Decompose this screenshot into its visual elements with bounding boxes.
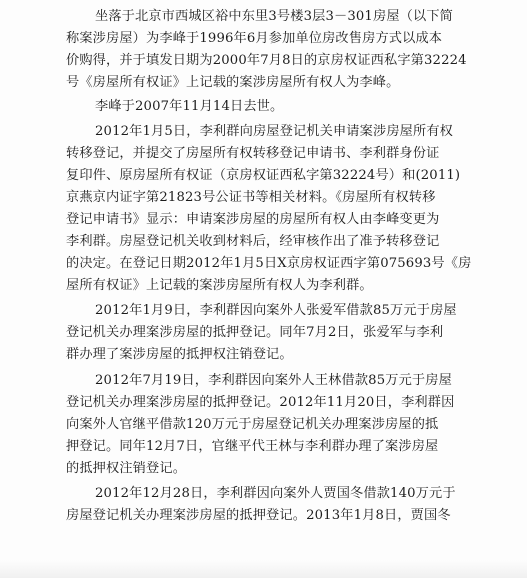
text-line: 向案外人官继平借款120万元于房屋登记机关办理案涉房屋的抵: [66, 417, 439, 432]
text-line: 群办理了案涉房屋的抵押权注销登记。: [66, 347, 293, 362]
text-line: 2012年7月19日，李利群因向案外人王林借款85万元于房屋: [95, 373, 452, 388]
text-line: 登记申请书》显示：申请案涉房屋的房屋所有权人由李峰变更为: [66, 212, 440, 227]
text-line: 登记机关办理案涉房屋的抵押登记。同年7月2日，张爱军与李利: [66, 325, 444, 340]
text-line: 屋所有权证》上记载的案涉房屋所有权人为李利群。: [66, 278, 373, 293]
text-line: 2012年1月9日，李利群因向案外人张爱军借款85万元于房屋: [95, 303, 457, 318]
text-line: 押登记。同年12月7日，官继平代王林与李利群办理了案涉房屋: [66, 439, 439, 454]
text-line: 的抵押权注销登记。: [66, 461, 187, 476]
text-line: 价购得，并于填发日期为2000年7月8日的京房权证西私字第32224: [66, 53, 467, 68]
text-line: 登记机关办理案涉房屋的抵押登记。2012年11月20日，李利群因: [66, 395, 455, 410]
text-line: 号《房屋所有权证》上记载的案涉房屋所有权人为李峰。: [66, 75, 400, 90]
text-line: 坐落于北京市西城区裕中东里3号楼3层3－301房屋（以下简: [95, 9, 454, 24]
text-line: 京燕京内证字第21823号公证书等相关材料。《房屋所有权转移: [66, 190, 436, 205]
text-line: 2012年1月5日，李利群向房屋登记机关申请案涉房屋所有权: [95, 124, 454, 139]
text-line: 复印件、原房屋所有权证（京房权证西私字第32224号）和(2011): [66, 168, 461, 183]
text-line: 2012年12月28日，李利群因向案外人贾国冬借款140万元于: [95, 486, 456, 501]
text-line: 转移登记，并提交了房屋所有权转移登记申请书、李利群身份证: [66, 146, 440, 161]
text-line: 称案涉房屋）为李峰于1996年6月参加单位房改售房方式以成本: [66, 31, 443, 46]
text-line: 李利群。房屋登记机关收到材料后，经审核作出了准予转移登记: [66, 234, 440, 249]
page-edge-shadow: [0, 560, 527, 578]
text-line: 的决定。在登记日期2012年1月5日X京房权证西字第075693号《房: [66, 256, 472, 271]
text-line: 李峰于2007年11月14日去世。: [95, 99, 284, 114]
text-line: 房屋登记机关办理案涉房屋的抵押登记。2013年1月8日，贾国冬: [66, 508, 451, 523]
